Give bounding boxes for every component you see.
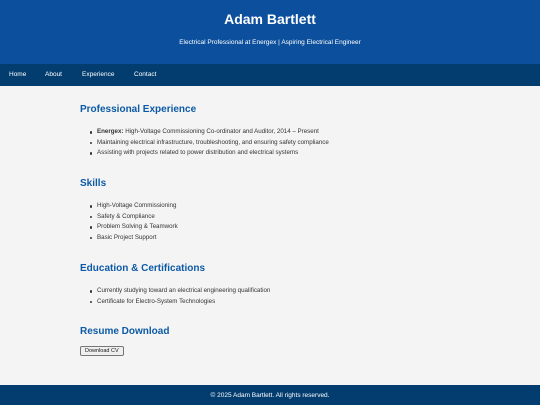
experience-heading: Professional Experience: [80, 104, 197, 115]
site-tagline: Electrical Professional at Energex | Aspiring Electrical Engineer: [179, 39, 361, 46]
education-list: [80, 286, 480, 307]
site-title: Adam Bartlett: [224, 11, 316, 27]
experience-list: [80, 127, 480, 159]
nav-link-about[interactable]: About: [45, 71, 62, 78]
skills-section: [80, 178, 480, 243]
main-nav: [0, 64, 540, 86]
employer-label: Energex:: [97, 128, 124, 135]
list-item: [89, 127, 480, 138]
education-section: [80, 263, 480, 307]
nav-link-experience[interactable]: Experience: [82, 71, 115, 78]
resume-heading: Resume Download: [80, 326, 170, 337]
list-item: Basic Project Support: [89, 233, 480, 244]
nav-link-contact[interactable]: Contact: [134, 71, 157, 78]
list-item: Assisting with projects related to power distribution and electrical systems: [89, 148, 480, 159]
site-header: [0, 0, 540, 64]
employer-detail: High-Voltage Commissioning Co-ordinator and Auditor, 2014 – Present: [123, 128, 319, 135]
experience-section: [80, 104, 480, 159]
skills-list: [80, 201, 480, 243]
resume-section: [80, 326, 480, 357]
footer-copyright: © 2025 Adam Bartlett. All rights reserved.: [210, 392, 330, 399]
nav-link-home[interactable]: Home: [9, 71, 27, 78]
list-item: Certificate for Electro-System Technologies: [89, 297, 480, 308]
list-item: Maintaining electrical infrastructure, troubleshooting, and ensuring safety compliance: [89, 138, 480, 149]
list-item: Currently studying toward an electrical engineering qualification: [89, 286, 480, 297]
list-item: High-Voltage Commissioning: [89, 201, 480, 212]
list-item: Safety & Compliance: [89, 212, 480, 223]
skills-heading: Skills: [80, 178, 107, 189]
education-heading: Education & Certifications: [80, 263, 206, 274]
download-cv-button[interactable]: Download CV: [80, 346, 124, 356]
list-item: Problem Solving & Teamwork: [89, 222, 480, 233]
site-footer: [0, 385, 540, 405]
